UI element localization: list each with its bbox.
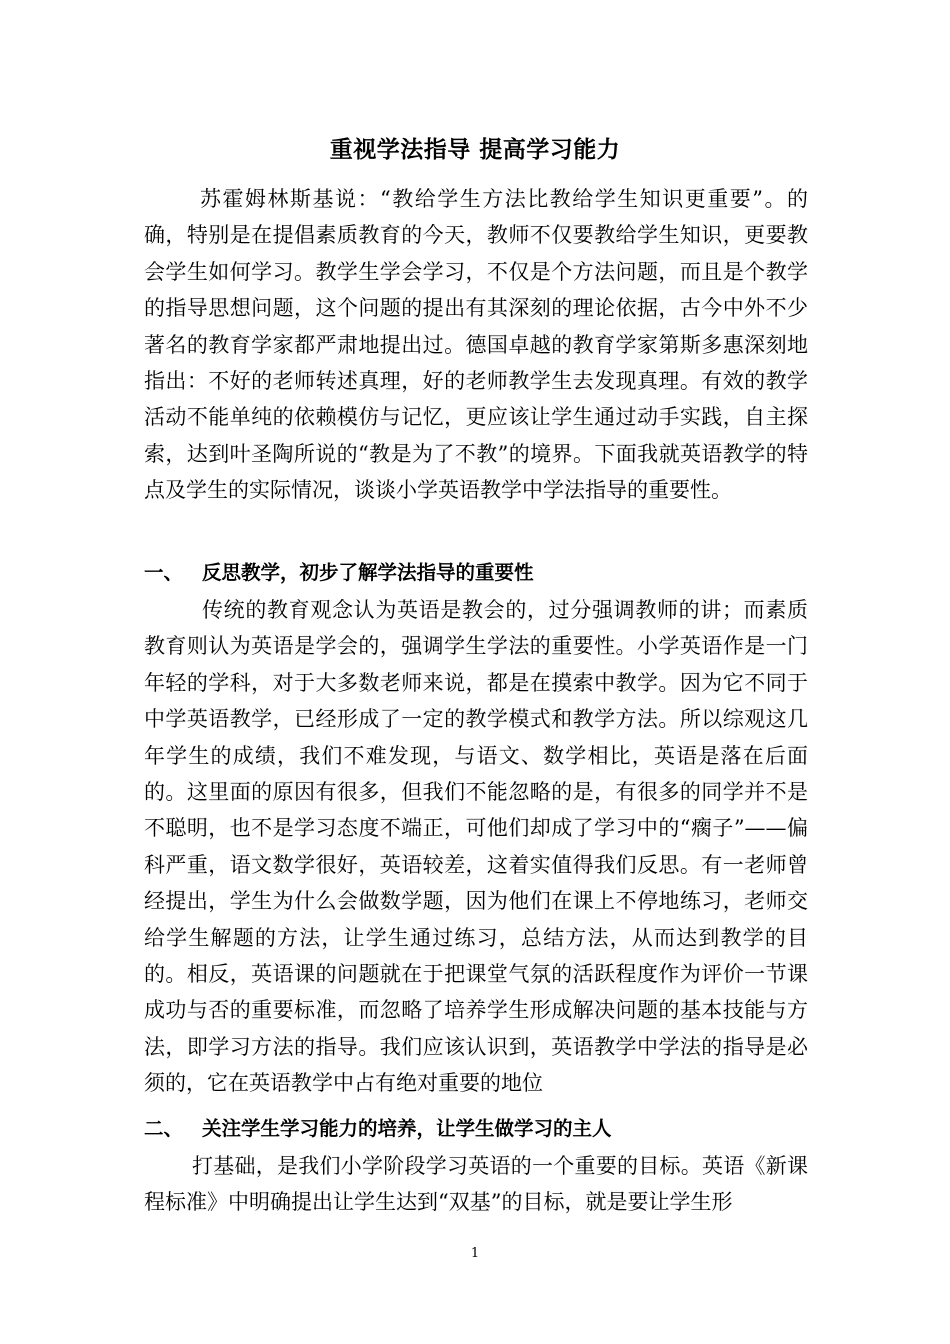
section-2-number: 二、: [144, 1117, 184, 1140]
section-1-heading: [144, 555, 808, 591]
section-1-paragraph: 传统的教育观念认为英语是教会的，过分强调教师的讲；而素质教育则认为英语是学会的，强调学生学法的重要性。小学英语作是一门年轻的学科，对于大多数老师来说，都是在摸索中教学。因为它不同于中学英语教学，已经形成了一定的教学模式和教学方法。所以综观这几年学生的成绩，我们不难发现，与语文、数学相比，英语是落在后面的。这里面的原因有很多，但我们不能忽略的是，有很多的同学并不是不聪明，也不是学习态度不端正，可他们却成了学习中的“瘸子”——偏科严重，语文数学很好，英语较差，这着实值得我们反思。有一老师曾经提出，学生为什么会做数学题，因为他们在课上不停地练习，老师交给学生解题的方法，让学生通过练习，总结方法，从而达到教学的目的。相反，英语课的问题就在于把课堂气氛的活跃程度作为评价一节课成功与否的重要标准，而忽略了培养学生形成解决问题的基本技能与方法，即学习方法的指导。我们应该认识到，英语教学中学法的指导是必须的，它在英语教学中占有绝对重要的地位: [144, 598, 808, 1096]
intro-paragraph: 苏霍姆林斯基说：“教给学生方法比教给学生知识更重要”。的确，特别是在提倡素质教育的今天，教师不仅要教给学生知识，更要教会学生如何学习。教学生学会学习，不仅是个方法问题，而且是个教学的指导思想问题，这个问题的提出有其深刻的理论依据，古今中外不少著名的教育学家都严肃地提出过。德国卓越的教育学家第斯多惠深刻地指出：不好的老师转述真理，好的老师教学生去发现真理。有效的教学活动不能单纯的依赖模仿与记忆，更应该让学生通过动手实践，自主探索，达到叶圣陶所说的“教是为了不教”的境界。下面我就英语教学的特点及学生的实际情况，谈谈小学英语教学中学法指导的重要性。: [144, 187, 808, 503]
section-2-heading: [144, 1111, 808, 1147]
document-title: 重视学法指导 提高学习能力: [329, 137, 621, 163]
section-2-paragraph: 打基础，是我们小学阶段学习英语的一个重要的目标。英语《新课程标准》中明确提出让学生达到“双基”的目标，就是要让学生形: [144, 1154, 808, 1215]
page-number: 1: [470, 1246, 480, 1261]
section-1-title: 反思教学，初步了解学法指导的重要性: [202, 561, 534, 584]
section-1-number: 一、: [144, 561, 184, 584]
section-2-title: 关注学生学习能力的培养，让学生做学习的主人: [202, 1117, 612, 1140]
